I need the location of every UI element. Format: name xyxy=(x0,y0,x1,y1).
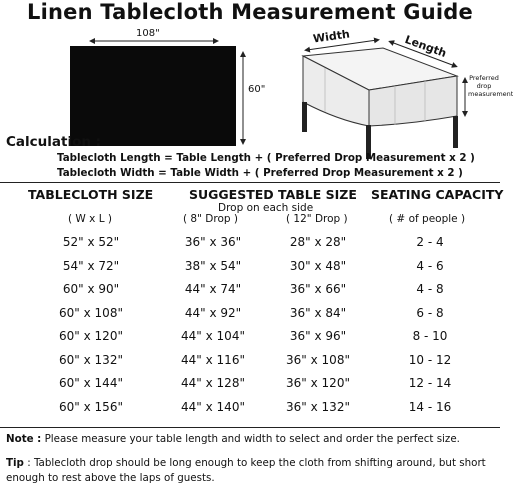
cell-table-size-8-drop: 36" x 36" xyxy=(184,235,242,249)
cell-seating-capacity: 12 - 14 xyxy=(408,376,452,390)
cell-seating-capacity: 8 - 10 xyxy=(412,329,448,343)
drop8-subheader: ( 8" Drop ) xyxy=(183,213,238,225)
note-label: Note : xyxy=(6,433,42,445)
drop-label: Preferred drop measurement xyxy=(468,74,513,98)
width-formula: Tablecloth Width = Table Width + ( Preferred Drop Measurement x 2 ) xyxy=(57,167,463,179)
cell-tablecloth-size: 60" x 132" xyxy=(59,352,123,367)
note xyxy=(6,432,500,447)
cell-seating-capacity: 14 - 16 xyxy=(408,399,452,414)
cell-tablecloth-size: 60" x 90" xyxy=(62,282,120,296)
divider xyxy=(0,427,500,428)
cell-table-size-8-drop: 44" x 104" xyxy=(181,329,245,343)
cell-tablecloth-size: 60" x 120" xyxy=(59,329,123,343)
cell-table-size-8-drop: 44" x 140" xyxy=(181,399,245,414)
cell-table-size-12-drop: 36" x 120" xyxy=(286,376,350,390)
cell-table-size-8-drop: 44" x 74" xyxy=(184,282,242,296)
length-formula: Tablecloth Length = Table Length + ( Preferred Drop Measurement x 2 ) xyxy=(57,152,475,164)
table-leg xyxy=(453,116,458,148)
cell-table-size-12-drop: 36" x 66" xyxy=(289,282,347,296)
divider xyxy=(0,182,500,183)
cell-seating-capacity: 10 - 12 xyxy=(408,352,452,367)
people-subheader: ( # of people ) xyxy=(389,213,466,225)
height-dimension: 60" xyxy=(248,84,266,95)
width-label: Width xyxy=(312,27,351,46)
cell-tablecloth-size: 60" x 144" xyxy=(59,376,123,390)
cell-table-size-8-drop: 44" x 128" xyxy=(181,376,245,390)
cell-table-size-8-drop: 38" x 54" xyxy=(184,258,242,273)
size-format-subheader: ( W x L ) xyxy=(68,213,112,225)
cell-table-size-8-drop: 44" x 116" xyxy=(181,352,245,367)
cell-table-size-12-drop: 28" x 28" xyxy=(289,235,347,249)
table-illustration-svg xyxy=(285,28,513,168)
table-leg xyxy=(302,102,307,132)
cell-table-size-8-drop: 44" x 92" xyxy=(184,305,242,320)
tablecloth-rectangle xyxy=(70,46,236,146)
cell-table-size-12-drop: 36" x 96" xyxy=(289,329,347,343)
page-title: Linen Tablecloth Measurement Guide xyxy=(27,0,473,24)
col-header-seating: SEATING CAPACITY xyxy=(371,187,504,202)
cell-table-size-12-drop: 36" x 108" xyxy=(286,352,350,367)
cell-tablecloth-size: 52" x 52" xyxy=(62,235,120,249)
col-header-tablecloth-size: TABLECLOTH SIZE xyxy=(28,187,154,202)
cell-table-size-12-drop: 30" x 48" xyxy=(289,258,347,273)
length-label: Length xyxy=(403,32,449,61)
drop12-subheader: ( 12" Drop ) xyxy=(286,213,348,225)
cell-seating-capacity: 4 - 6 xyxy=(416,258,444,273)
tip-text: : Tablecloth drop should be long enough to keep the cloth from shifting around, but short enough to rest above the laps of guests. xyxy=(6,457,486,484)
cell-tablecloth-size: 60" x 108" xyxy=(59,305,123,320)
cell-tablecloth-size: 54" x 72" xyxy=(62,258,120,273)
calculation-heading: Calculation : xyxy=(6,134,102,150)
tip xyxy=(6,456,498,486)
drop-subheader: Drop on each side xyxy=(218,202,314,214)
cell-seating-capacity: 2 - 4 xyxy=(416,235,444,249)
cell-seating-capacity: 4 - 8 xyxy=(416,282,444,296)
col-header-suggested-size: SUGGESTED TABLE SIZE xyxy=(189,187,357,202)
cell-seating-capacity: 6 - 8 xyxy=(416,305,444,320)
note-text: Please measure your table length and width to select and order the perfect size. xyxy=(44,433,460,445)
cell-tablecloth-size: 60" x 156" xyxy=(59,399,123,414)
width-dimension: 108" xyxy=(136,28,160,39)
cell-table-size-12-drop: 36" x 84" xyxy=(289,305,347,320)
tip-label: Tip xyxy=(6,457,24,469)
cell-table-size-12-drop: 36" x 132" xyxy=(286,399,350,414)
